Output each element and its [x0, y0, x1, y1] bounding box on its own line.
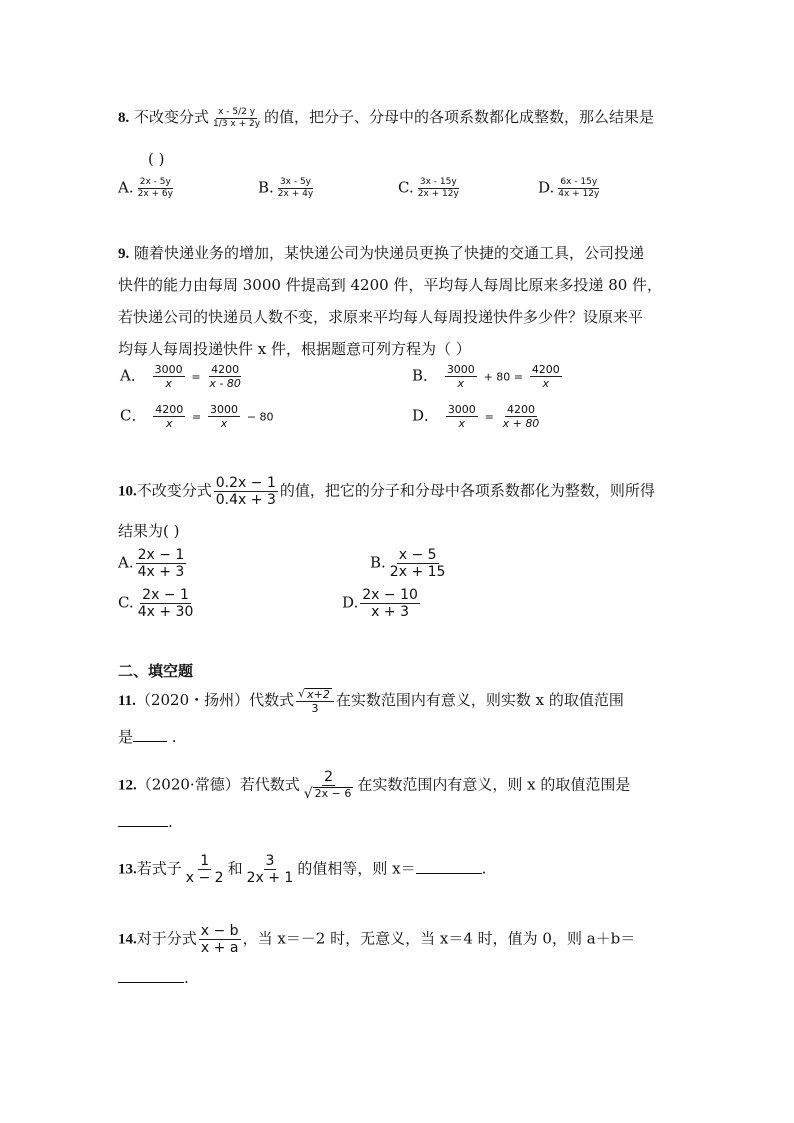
- option-label: C．: [120, 406, 147, 425]
- option-label: B.: [258, 178, 274, 197]
- option-d[interactable]: [342, 588, 422, 619]
- radicand: x+2: [307, 688, 330, 701]
- numerator: 4200: [531, 363, 560, 376]
- option-d[interactable]: [412, 404, 543, 429]
- numerator: 3x - 5y: [279, 177, 312, 187]
- numerator: 6x - 15y: [560, 177, 598, 187]
- question-number: 10.: [118, 483, 137, 500]
- option-b[interactable]: [412, 364, 564, 389]
- denominator: x: [542, 377, 550, 390]
- denominator: 3: [311, 702, 319, 715]
- denominator: x + 3: [371, 604, 409, 620]
- operator: − 80: [246, 410, 274, 424]
- option-label: A.: [118, 553, 134, 572]
- period: .: [171, 728, 177, 746]
- operator: =: [484, 410, 494, 424]
- question-10: [118, 476, 655, 507]
- operator: =: [191, 370, 201, 384]
- numerator: 3000: [447, 403, 476, 416]
- question-9-line-2: 快件的能力由每周 3000 件提高到 4200 件，平均每人每周比原来多投递 80 件，: [118, 276, 663, 294]
- question-text: 在实数范围内有意义，则实数 x 的取值范围: [335, 691, 624, 709]
- numerator: x − 5: [398, 547, 437, 563]
- numerator: 4200: [506, 403, 535, 416]
- option-label: A.: [118, 178, 134, 197]
- option-label: D.: [342, 593, 359, 612]
- numerator: 3000: [446, 363, 475, 376]
- option-b[interactable]: [370, 548, 449, 579]
- option-c[interactable]: [120, 404, 274, 429]
- denominator: x: [166, 417, 173, 430]
- denominator: 4x + 3: [137, 564, 185, 580]
- option-label: B.: [370, 553, 386, 572]
- question-9-line-4: 均每人每周投递快件 x 件，根据题意可列方程为（ ）: [118, 340, 471, 358]
- option-label: B．: [412, 366, 439, 385]
- denominator: x + 80: [502, 417, 540, 430]
- denominator: x - 80: [209, 377, 241, 390]
- operator: =: [192, 410, 202, 424]
- numerator: 2x - 5y: [139, 177, 171, 187]
- question-number: 13.: [118, 861, 137, 878]
- question-11: [118, 688, 624, 714]
- option-label: C.: [118, 593, 134, 612]
- question-text: 随着快递业务的增加，某快递公司为快递员更换了快捷的交通工具，公司投递: [134, 244, 645, 262]
- question-text: 若式子: [136, 859, 182, 878]
- option-a[interactable]: [120, 364, 245, 389]
- question-text: ，当 x＝－2 时，无意义，当 x＝4 时，值为 0，则 a＋b＝: [242, 929, 636, 948]
- answer-blank[interactable]: [416, 859, 482, 874]
- option-b[interactable]: [258, 178, 317, 199]
- question-text: 是: [118, 728, 134, 746]
- numerator: x − b: [200, 923, 239, 939]
- fraction: [211, 108, 262, 129]
- numerator: 1: [200, 853, 210, 869]
- answer-blank[interactable]: [133, 727, 167, 742]
- period: .: [481, 859, 487, 878]
- denominator: x + a: [200, 940, 239, 956]
- question-12: [118, 770, 630, 801]
- denominator: x: [457, 377, 465, 390]
- question-number: 14.: [118, 931, 137, 948]
- denominator: 2x + 12y: [417, 189, 459, 199]
- question-text: （2020·常德）若代数式: [136, 775, 300, 794]
- question-14: [118, 924, 635, 955]
- numerator: 3000: [154, 363, 183, 376]
- option-label: C.: [398, 178, 414, 197]
- period: .: [184, 969, 189, 987]
- denominator: 2x + 6y: [137, 189, 173, 199]
- question-11-line-2: [118, 726, 177, 747]
- denominator: x − 2: [185, 870, 224, 886]
- answer-paren: ( ): [148, 150, 165, 168]
- question-text: 的值相等，则 x＝: [297, 859, 416, 878]
- sqrt-icon: √ 2x − 6: [303, 786, 352, 802]
- numerator: 4200: [155, 403, 184, 416]
- period: .: [168, 813, 173, 831]
- denominator: 2x + 1: [246, 870, 294, 886]
- question-number: 12.: [118, 777, 137, 794]
- numerator: 2x − 10: [362, 587, 418, 603]
- question-text: 的值，把分子、分母中的各项系数都化成整数，那么结果是: [264, 108, 655, 126]
- denominator: x: [165, 377, 172, 390]
- numerator: 0.2x − 1: [215, 475, 276, 491]
- numerator: 3: [265, 853, 275, 869]
- denominator: x: [458, 417, 466, 430]
- option-c[interactable]: [398, 178, 463, 199]
- numerator: 3000: [210, 403, 239, 416]
- question-8: [118, 106, 654, 129]
- answer-blank[interactable]: [118, 812, 168, 827]
- option-label: A．: [120, 366, 146, 385]
- numerator: 2x − 1: [142, 587, 189, 603]
- section-title: 二、填空题: [118, 664, 194, 680]
- answer-blank[interactable]: [118, 968, 184, 983]
- denominator: 0.4x + 3: [215, 492, 276, 508]
- question-14-line-2: [118, 968, 189, 987]
- option-a[interactable]: [118, 178, 177, 199]
- question-13: [118, 854, 486, 885]
- option-label: D.: [538, 178, 555, 197]
- denominator: x: [220, 417, 228, 430]
- operator: + 80 =: [483, 370, 524, 384]
- question-number: 9.: [118, 246, 130, 262]
- denominator: 4x + 30: [137, 604, 194, 620]
- question-text: 和: [227, 859, 243, 878]
- numerator: 4200: [211, 363, 240, 376]
- question-number: 8.: [118, 110, 130, 126]
- option-label: D．: [412, 406, 440, 425]
- question-text: 在实数范围内有意义，则 x 的取值范围是: [357, 775, 631, 794]
- radicand: 2x − 6: [314, 787, 352, 800]
- numerator: 2x − 1: [137, 547, 185, 563]
- question-text: 的值，把它的分子和分母中各项系数都化为整数，则所得: [279, 481, 655, 500]
- sqrt-icon: √ x+2: [298, 687, 330, 701]
- question-text: 对于分式: [136, 929, 197, 948]
- question-text: 不改变分式: [136, 481, 212, 500]
- question-10-line-2: 结果为( ): [118, 522, 180, 540]
- denominator: 2x + 4y: [277, 189, 314, 199]
- question-text: （2020・扬州）代数式: [135, 691, 295, 709]
- question-9-line-3: 若快递公司的快递员人数不变，求原来平均每人每周投递快件多少件？设原来平: [118, 308, 644, 326]
- option-d[interactable]: [538, 178, 603, 199]
- question-9-line-1: [118, 242, 644, 263]
- question-number: 11.: [118, 693, 136, 709]
- denominator: 4x + 12y: [558, 189, 600, 199]
- denominator: 1/3 x + 2y: [213, 118, 261, 129]
- option-c[interactable]: [118, 588, 197, 619]
- numerator: 3x - 15y: [419, 177, 457, 187]
- question-text: 不改变分式: [134, 108, 210, 126]
- option-a[interactable]: [118, 548, 188, 579]
- question-12-line-2: [118, 812, 173, 831]
- numerator: 2: [324, 769, 333, 785]
- numerator: x - 5/2 y: [218, 106, 256, 117]
- denominator: 2x + 15: [389, 564, 446, 580]
